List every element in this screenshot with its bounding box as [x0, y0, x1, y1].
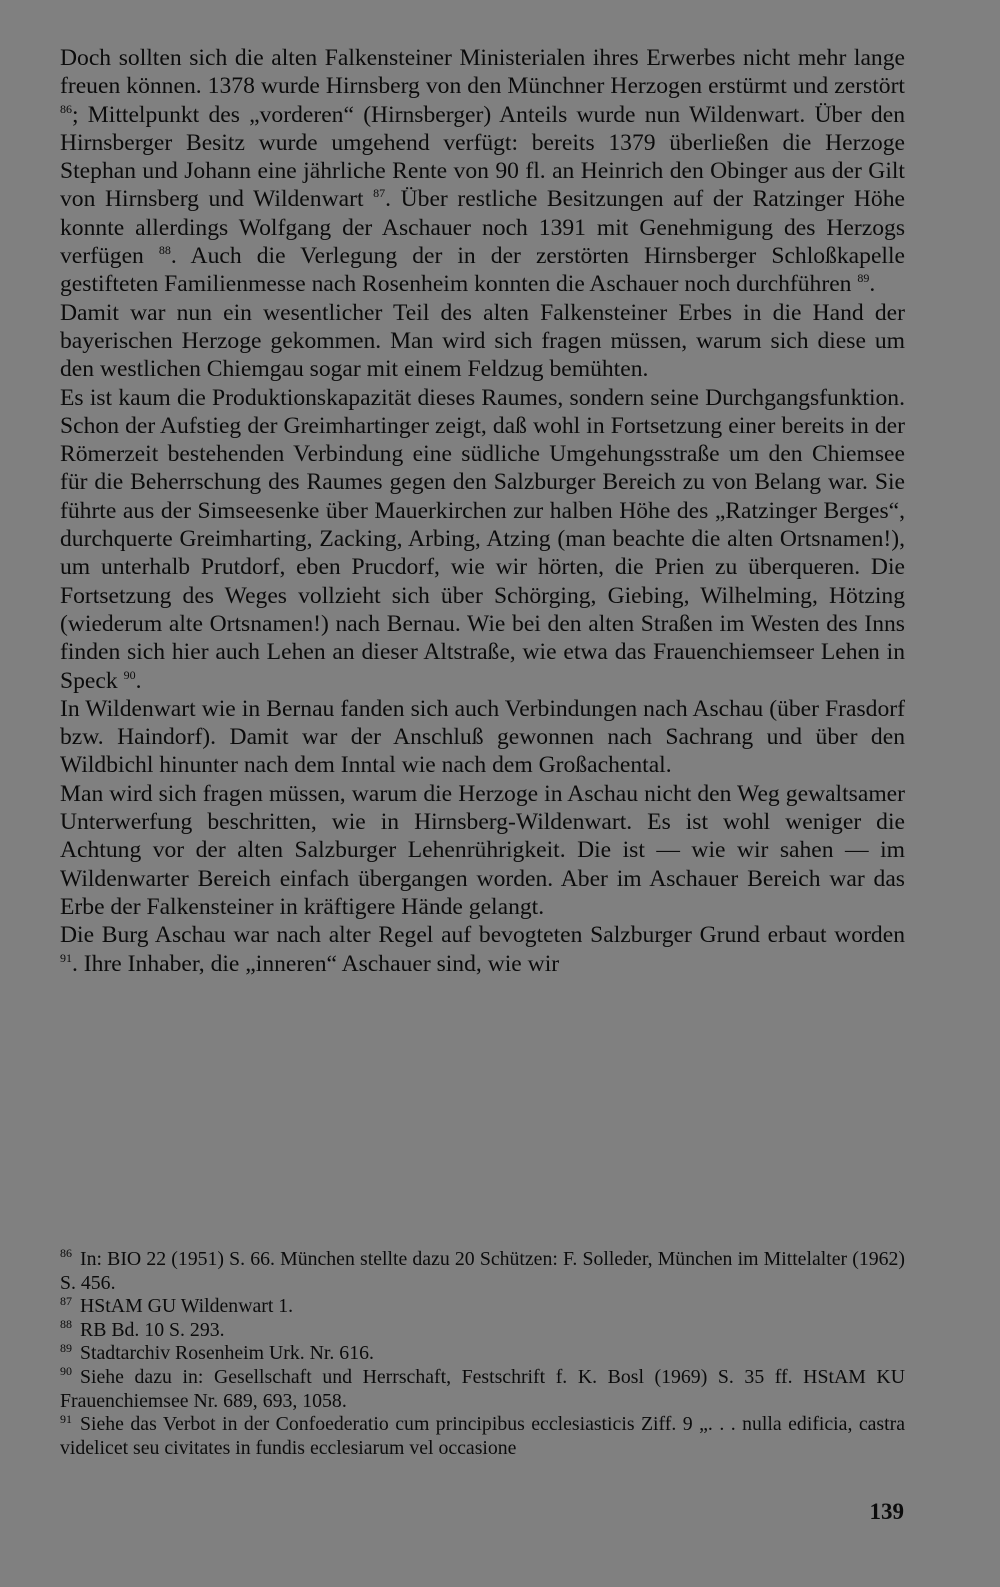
footnote: [60, 1319, 905, 1343]
footnote-number: 87: [60, 1293, 72, 1308]
paragraph-text: Man wird sich fragen müssen, warum die Herzoge in Aschau nicht den Weg gewaltsamer Unterwerfung beschritten, wie in Hirnsberg-Wildenwart. Es ist wohl weniger die Achtung vor der alten Salzburger Lehenrührigkeit. Die ist — wie wir sahen — im Wildenwarter Bereich einfach übergangen worden. Aber im Aschauer Bereich war das Erbe der Falkensteiner in kräftigere Hände gelangt.: [60, 780, 905, 920]
footnote: [60, 1295, 905, 1319]
paragraph-text: . Ihre Inhaber, die „inneren“ Aschauer sind, wie wir: [72, 950, 560, 977]
paragraph: [60, 695, 905, 780]
paragraph-text: .: [135, 667, 142, 694]
footnote-text: HStAM GU Wildenwart 1.: [80, 1295, 294, 1318]
footnote-number: 89: [60, 1340, 72, 1355]
footnote-marker: 91: [60, 950, 72, 965]
footnote-marker: 86: [60, 101, 72, 116]
footnotes: [60, 1248, 905, 1460]
footnote: [60, 1413, 905, 1460]
footnote-text: Siehe dazu in: Gesellschaft und Herrschaft, Festschrift f. K. Bosl (1969) S. 35 ff. HStAM KU Frauenchiemsee Nr. 689, 693, 1058.: [60, 1365, 905, 1412]
footnote-marker: 89: [857, 271, 870, 286]
footnote-number: 88: [60, 1317, 72, 1332]
footnote-marker: 87: [373, 186, 386, 201]
paragraph: [60, 44, 905, 299]
paragraph: [60, 921, 905, 978]
footnote-number: 91: [60, 1411, 72, 1426]
paragraph-text: .: [869, 271, 876, 298]
footnote: [60, 1342, 905, 1366]
paragraph-text: . Auch die Verlegung der in der zerstörten Hirnsberger Schloßkapelle gestifteten Familienmesse nach Rosenheim konnten die Aschauer noch durchführen: [60, 243, 905, 298]
paragraph: [60, 780, 905, 921]
footnote-marker: 88: [158, 243, 171, 258]
footnote-text: RB Bd. 10 S. 293.: [80, 1318, 225, 1341]
paragraph: [60, 384, 905, 695]
paragraph-text: Die Burg Aschau war nach alter Regel auf bevogteten Salzburger Grund erbaut worden: [60, 922, 905, 949]
footnote-text: Stadtarchiv Rosenheim Urk. Nr. 616.: [80, 1342, 374, 1365]
footnote-marker: 90: [123, 667, 136, 682]
paragraph-text: ; Mittelpunkt des „vorderen“ (Hirnsberger) Anteils wurde nun Wildenwart. Über den Hirnsberger Besitz wurde umgehend verfügt: bereits 1379 überließen die Herzoge Stephan und Johann eine jährliche Rente von 90 fl. an Heinrich den Obinger aus der Gilt von Hirnsberg und Wildenwart: [60, 101, 905, 213]
paragraph-text: Doch sollten sich die alten Falkensteiner Ministerialen ihres Erwerbes nicht mehr lange freuen können. 1378 wurde Hirnsberg von den Münchner Herzogen erstürmt und zerstört: [60, 45, 905, 100]
footnote-text: Siehe das Verbot in der Confoederatio cum principibus ecclesiasticis Ziff. 9 „. . . nulla edificia, castra videlicet seu civitates in fundis ecclesiarum vel occasione: [60, 1413, 905, 1459]
paragraph-text: Damit war nun ein wesentlicher Teil des alten Falkensteiner Erbes in die Hand der bayerischen Herzoge gekommen. Man wird sich fragen müssen, warum sich diese um den westlichen Chiemgau sogar mit einem Feldzug bemühten.: [60, 299, 905, 383]
footnote-number: 86: [60, 1246, 72, 1261]
paragraph-text: . Über restliche Besitzungen auf der Ratzinger Höhe konnte allerdings Wolfgang der Aschauer noch 1391 mit Genehmigung des Herzogs verfügen: [60, 186, 905, 270]
footnote-text: In: BIO 22 (1951) S. 66. München stellte dazu 20 Schützen: F. Solleder, München im Mittelalter (1962) S. 456.: [60, 1248, 905, 1294]
paragraph: [60, 299, 905, 384]
footnote: [60, 1248, 905, 1295]
paragraph-text: Es ist kaum die Produktionskapazität dieses Raumes, sondern seine Durchgangsfunktion. Schon der Aufstieg der Greimhartinger zeigt, daß wohl in Fortsetzung einer bereits in der Römerzeit bestehenden Verbindung eine südliche Umgehungsstraße um den Chiemsee für die Beherrschung des Raumes gegen den Salzburger Bereich zu von Belang war. Sie führte aus der Simseesenke über Mauerkirchen zur halben Höhe des „Ratzinger Berges“, durchquerte Greimharting, Zacking, Arbing, Atzing (man beachte die alten Ortsnamen!), um unterhalb Prutdorf, eben Prucdorf, wie wir hörten, die Prien zu überqueren. Die Fortsetzung des Weges vollzieht sich über Schörging, Giebing, Wilhelming, Hötzing (wiederum alte Ortsnamen!) nach Bernau. Wie bei den alten Straßen im Westen des Inns finden sich hier auch Lehen an dieser Altstraße, wie etwa das Frauenchiemseer Lehen in Speck: [60, 384, 905, 694]
paragraph-text: In Wildenwart wie in Bernau fanden sich auch Verbindungen nach Aschau (über Frasdorf bzw. Haindorf). Damit war der Anschluß gewonnen nach Sachrang und über den Wildbichl hinunter nach dem Inntal wie nach dem Großachental.: [60, 695, 905, 779]
main-text: [60, 44, 905, 978]
page-number: 139: [869, 1499, 904, 1524]
footnote-number: 90: [60, 1364, 72, 1379]
footnote: [60, 1366, 905, 1413]
